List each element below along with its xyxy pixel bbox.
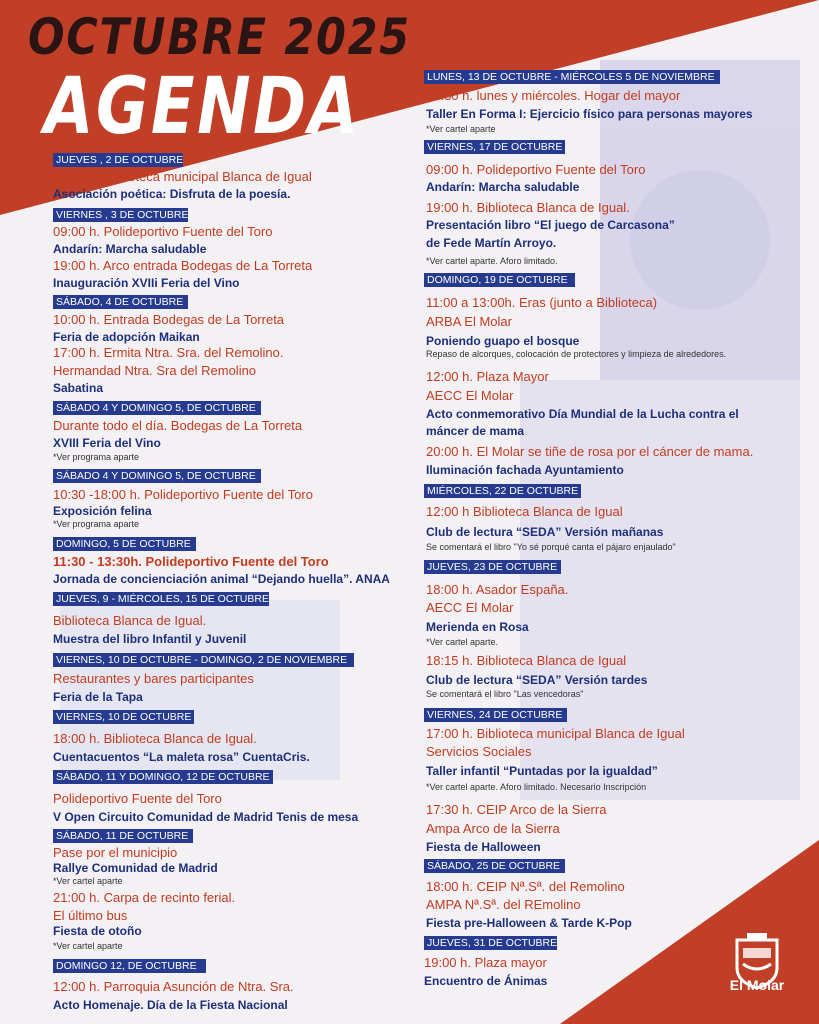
event-title: Rallye Comunidad de Madrid	[53, 861, 218, 875]
event-time-place: Pase por el municipio	[53, 845, 178, 860]
event-time-place: 18:15 h. Biblioteca Blanca de Igual	[426, 653, 627, 668]
date-header: JUEVES , 2 DE OCTUBRE	[53, 153, 183, 167]
event-title: Exposición felina	[53, 504, 152, 518]
date-header: SÁBADO, 11 DE OCTUBRE	[53, 829, 193, 843]
event-note: Se comentará el libro "Yo sé porqué canta el pájaro enjaulado"	[426, 542, 676, 552]
event-time-place: Restaurantes y bares participantes	[53, 671, 254, 686]
date-header: VIERNES, 10 DE OCTUBRE	[53, 710, 194, 724]
event-organizer: El último bus	[53, 908, 128, 923]
event-time-place: Durante todo el día. Bodegas de La Torreta	[53, 418, 303, 433]
event-title: Acto conmemorativo Día Mundial de la Lucha contra el	[426, 407, 739, 421]
event-organizer: Ampa Arco de la Sierra	[426, 821, 560, 836]
event-time-place: 19:00 h. Arco entrada Bodegas de La Torreta	[53, 258, 313, 273]
event-time-place: 10:30 h. lunes y miércoles. Hogar del mayor	[426, 88, 681, 103]
event-note: *Ver programa aparte	[53, 452, 140, 462]
event-title: Sabatina	[53, 381, 104, 395]
event-title: XVIII Feria del Vino	[53, 436, 161, 450]
event-time-place: 20:00 h. El Molar se tiñe de rosa por el cáncer de mama.	[426, 444, 754, 459]
agenda-title: AGENDA	[44, 62, 361, 152]
event-note: *Ver programa aparte	[53, 519, 140, 529]
event-title: Fiesta de Halloween	[426, 840, 541, 854]
event-subtitle: de Fede Martín Arroyo.	[426, 236, 557, 250]
event-time-place: 18:00 h. CEIP Nª.Sª. del Remolino	[426, 879, 625, 894]
date-header: SÁBADO, 4 DE OCTUBRE	[53, 295, 188, 309]
event-title: Cuentacuentos “La maleta rosa” CuentaCris.	[53, 750, 310, 764]
event-organizer: Servicios Sociales	[426, 744, 532, 759]
event-title-cont: máncer de mama	[426, 424, 525, 438]
event-title: Jornada de concienciación animal “Dejando huella”. ANAA	[53, 572, 390, 586]
event-note: *Ver cartel aparte. Aforo limitado. Necesario Inscripción	[426, 782, 647, 792]
event-organizer: AECC El Molar	[426, 388, 514, 403]
event-note: *Ver cartel aparte	[53, 941, 123, 951]
event-note: *Ver cartel aparte	[426, 124, 496, 134]
event-note: *Ver cartel aparte. Aforo limitado.	[426, 256, 558, 266]
date-header: VIERNES, 10 DE OCTUBRE - DOMINGO, 2 DE NOVIEMBRE	[53, 653, 354, 667]
event-time-place: 19:00 h. Biblioteca Blanca de Igual.	[426, 200, 630, 215]
event-time-place: 12:00 h. Parroquia Asunción de Ntra. Sra.	[53, 979, 294, 994]
event-title: Merienda en Rosa	[426, 620, 529, 634]
date-header: MIÉRCOLES, 22 DE OCTUBRE	[424, 484, 581, 498]
event-time-place: 10:30 -18:00 h. Polideportivo Fuente del Toro	[53, 487, 313, 502]
event-title: Club de lectura “SEDA” Versión tardes	[426, 673, 648, 687]
date-header: DOMINGO, 5 DE OCTUBRE	[53, 537, 196, 551]
event-title: V Open Circuito Comunidad de Madrid Tenis de mesa	[53, 810, 359, 824]
month-title: OCTUBRE 2025	[28, 8, 411, 66]
event-title: Acto Homenaje. Día de la Fiesta Nacional	[53, 998, 288, 1012]
event-time-place: 17:30 h. CEIP Arco de la Sierra	[426, 802, 607, 817]
event-title: Asociación poética: Disfruta de la poesía.	[53, 187, 291, 201]
date-header: DOMINGO, 19 DE OCTUBRE	[424, 273, 575, 287]
event-time-place: 09:00 h. Polideportivo Fuente del Toro	[426, 162, 646, 177]
event-note: *Ver cartel aparte.	[426, 637, 499, 647]
event-title: Andarín: Marcha saludable	[53, 242, 207, 256]
event-time-place: 19:00 h. Plaza mayor	[424, 955, 547, 970]
event-title: Inauguración XVIIi Feria del Vino	[53, 276, 240, 290]
event-title: Feria de la Tapa	[53, 690, 143, 704]
event-time-place: 21:00 h. Carpa de recinto ferial.	[53, 890, 236, 905]
date-header: SÁBADO, 11 Y DOMINGO, 12 DE OCTUBRE	[53, 770, 273, 784]
event-title: Muestra del libro Infantil y Juvenil	[53, 632, 247, 646]
date-header: DOMINGO 12, DE OCTUBRE	[53, 959, 206, 973]
el-molar-crest-logo	[727, 915, 787, 1005]
date-header: VIERNES, 24 DE OCTUBRE	[424, 708, 567, 722]
event-title: Fiesta de otoño	[53, 924, 142, 938]
event-title: Taller infantil “Puntadas por la igualdad”	[426, 764, 658, 778]
date-header: VIERNES, 17 DE OCTUBRE	[424, 140, 565, 154]
event-title: Feria de adopción Maikan	[53, 330, 200, 344]
event-title: Presentación libro “El juego de Carcasona”	[426, 218, 675, 232]
event-time-place: 12:00 h. Plaza Mayor	[426, 369, 549, 384]
event-time-place: 11:30 - 13:30h. Polideportivo Fuente del Toro	[53, 554, 329, 569]
event-organizer: Hermandad Ntra. Sra del Remolino	[53, 363, 257, 378]
logo-text: El Molar	[729, 977, 785, 993]
event-time-place: 18:00 h. Asador España.	[426, 582, 569, 597]
date-header: JUEVES, 23 DE OCTUBRE	[424, 560, 561, 574]
date-header: VIERNES , 3 DE OCTUBRE	[53, 208, 188, 222]
event-title: Poniendo guapo el bosque	[426, 334, 580, 348]
date-header: SÁBADO 4 Y DOMINGO 5, DE OCTUBRE	[53, 469, 261, 483]
event-time-place: 17:00 h. Ermita Ntra. Sra. del Remolino.	[53, 345, 284, 360]
event-note: Se comentará el libro "Las vencedoras"	[426, 689, 584, 699]
date-header: JUEVES, 31 DE OCTUBRE	[424, 936, 557, 950]
event-title: Fiesta pre-Halloween & Tarde K-Pop	[426, 916, 632, 930]
event-time-place: 12:00 h Biblioteca Blanca de Igual	[426, 504, 623, 519]
event-note: *Ver cartel aparte	[53, 876, 123, 886]
event-time-place: 11:00 a 13:00h. Eras (junto a Biblioteca)	[426, 295, 658, 310]
date-header: LUNES, 13 DE OCTUBRE - MIÉRCOLES 5 DE NOVIEMBRE	[424, 70, 720, 84]
event-title: Andarín: Marcha saludable	[426, 180, 580, 194]
event-title: Encuentro de Ánimas	[424, 974, 548, 988]
event-title: Taller En Forma I: Ejercicio físico para personas mayores	[426, 107, 753, 121]
event-time-place: 09:00 h. Polideportivo Fuente del Toro	[53, 224, 273, 239]
date-header: SÁBADO, 25 DE OCTUBRE	[424, 859, 565, 873]
event-note: Repaso de alcorques, colocación de protectores y limpieza de alrededores.	[426, 349, 727, 359]
event-time-place: 18:00 h. Biblioteca Blanca de Igual.	[53, 731, 257, 746]
date-header: SÁBADO 4 Y DOMINGO 5, DE OCTUBRE	[53, 401, 261, 415]
event-time-place: Polideportivo Fuente del Toro	[53, 791, 222, 806]
date-header: JUEVES, 9 - MIÉRCOLES, 15 DE OCTUBRE	[53, 592, 269, 606]
event-organizer: AECC El Molar	[426, 600, 514, 615]
event-title: Club de lectura “SEDA” Versión mañanas	[426, 525, 664, 539]
event-organizer: AMPA Nª.Sª. del REmolino	[426, 897, 581, 912]
event-time-place: 10:00 h. Entrada Bodegas de La Torreta	[53, 312, 285, 327]
event-time-place: 18:00 h. Biblioteca municipal Blanca de Igual	[53, 169, 312, 184]
event-time-place: 17:00 h. Biblioteca municipal Blanca de Igual	[426, 726, 685, 741]
event-time-place: Biblioteca Blanca de Igual.	[53, 613, 207, 628]
event-title: Iluminación fachada Ayuntamiento	[426, 463, 624, 477]
event-organizer: ARBA El Molar	[426, 314, 512, 329]
